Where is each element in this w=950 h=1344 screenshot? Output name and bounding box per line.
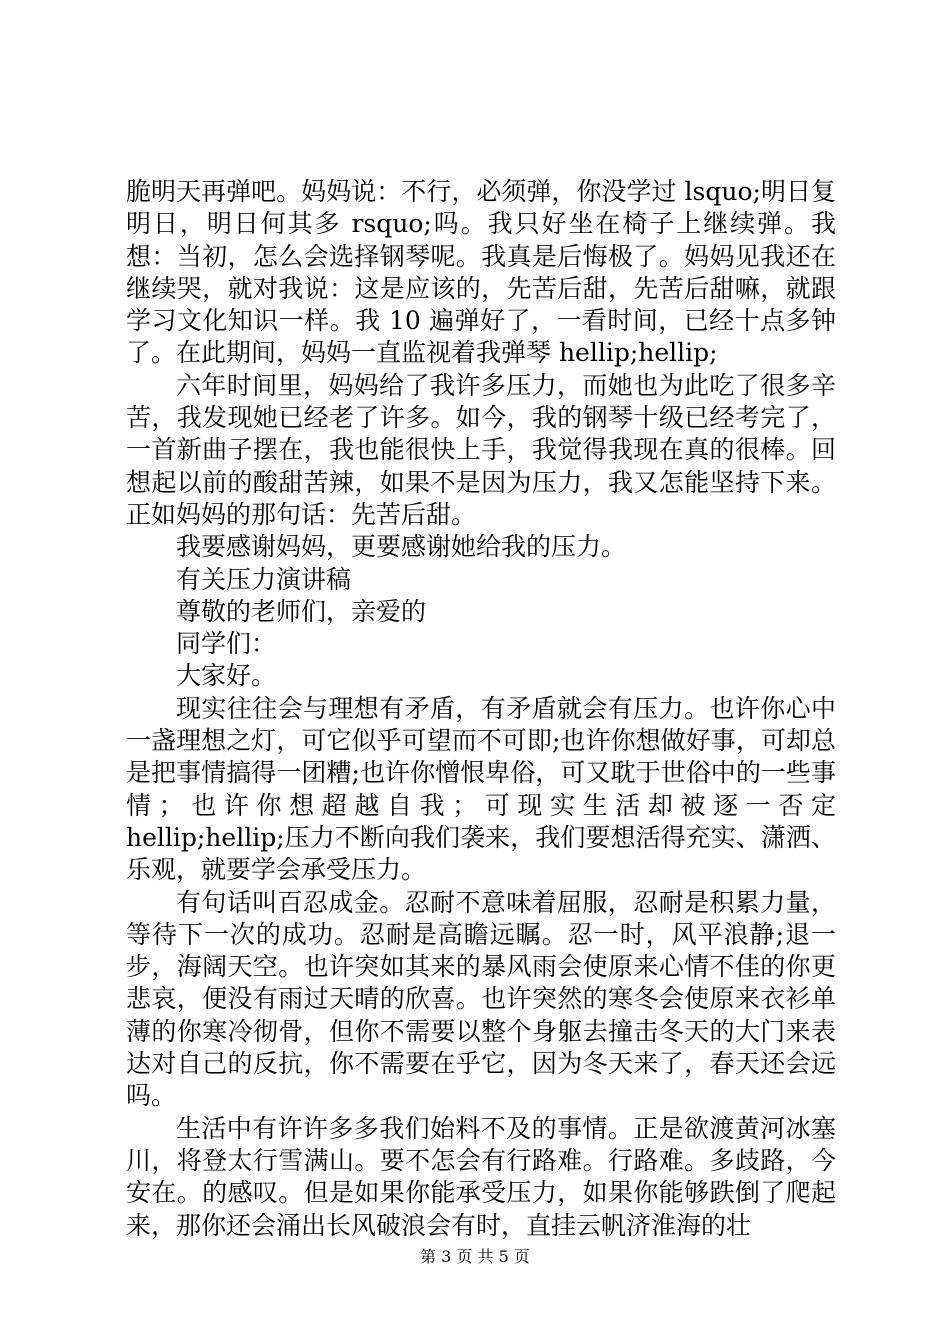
speech-title: 有关压力演讲稿: [176, 564, 352, 594]
paragraph-patience: 有句话叫百忍成金。忍耐不意味着屈服，忍耐是积累力量，等待下一次的成功。忍耐是高瞻远瞩。忍一时，风平浪静;退一步，海阔天空。也许突如其来的暴风雨会使原来心情不佳的你更悲哀，便没有雨过天晴的欣喜。也许突然的寒冬会使原来衣衫单薄的你寒冷彻骨，但你不需要以整个身躯去撞击冬天的大门来表达对自己的反抗，你不需要在乎它，因为冬天来了，春天还会远吗。: [126, 887, 836, 1111]
salutation-students: 同学们：: [176, 629, 277, 659]
salutation-teachers: 尊敬的老师们，亲爱的: [176, 596, 427, 626]
paragraph-piano-practice: 脆明天再弹吧。妈妈说：不行，必须弹，你没学过 lsquo;明日复明日，明日何其多 rsquo;吗。我只好坐在椅子上继续弹。我想：当初，怎么会选择钢琴呢。我真是后悔极了。妈妈见我还在继续哭，就对我说：这是应该的，先苦后甜，先苦后甜嘛，就跟学习文化知识一样。我 10 遍弹好了，一看时间，已经十点多钟了。在此期间，妈妈一直监视着我弹琴 hellip;hellip;: [126, 177, 836, 368]
paragraph-six-years: 六年时间里，妈妈给了我许多压力，而她也为此吃了很多辛苦，我发现她已经老了许多。如今，我的钢琴十级已经考完了，一首新曲子摆在，我也能很快上手，我觉得我现在真的很棒。回想起以前的酸甜苦辣，如果不是因为压力，我又怎能坚持下来。正如妈妈的那句话：先苦后甜。: [126, 370, 836, 529]
document-body: [126, 176, 836, 1242]
paragraph-reality-and-ideals: 现实往往会与理想有矛盾，有矛盾就会有压力。也许你心中一盏理想之灯，可它似乎可望而不可即;也许你想做好事，可却总是把事情搞得一团糟;也许你憎恨卑俗，可又耽于世俗中的一些事情；也许你想超越自我；可现实生活却被逐一否定 hellip;hellip;压力不断向我们袭来，我们要想活得充实、潇洒、乐观，就要学会承受压力。: [126, 693, 836, 885]
paragraph-life-challenges: 生活中有许许多多我们始料不及的事情。正是欲渡黄河冰塞川，将登太行雪满山。要不怎会有行路难。行路难。多歧路，今安在。的感叹。但是如果你能承受压力，如果你能够跌倒了爬起来，那你还会涌出长风破浪会有时，直挂云帆济淮海的壮: [126, 1113, 836, 1240]
page-number-footer: 第 3 页 共 5 页: [420, 1247, 530, 1266]
paragraph-thanks-mother: 我要感谢妈妈，更要感谢她给我的压力。: [176, 532, 627, 562]
greeting: 大家好。: [176, 661, 277, 691]
